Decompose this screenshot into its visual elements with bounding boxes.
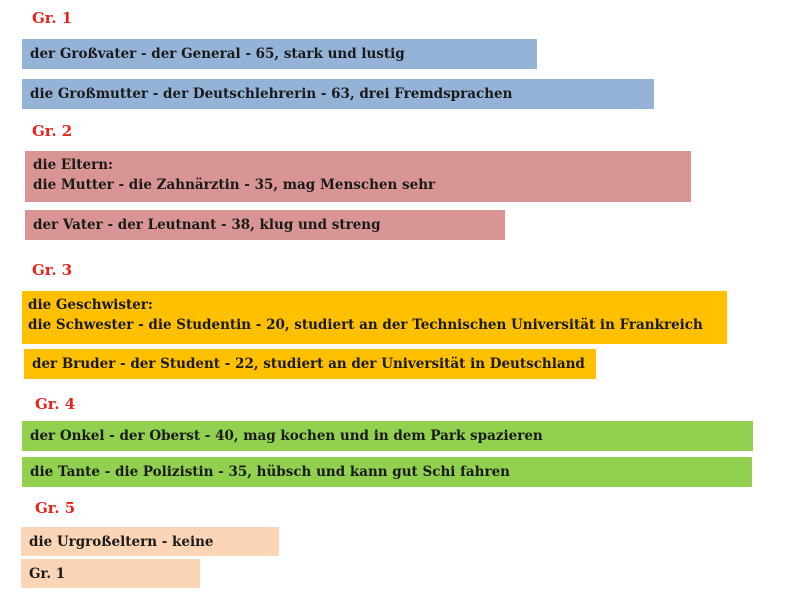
group-3-row-siblings xyxy=(22,291,727,344)
group-3-row-sister: die Schwester - die Studentin - 20, studiert an der Technischen Universität in Frankreich xyxy=(28,317,703,333)
group-1-label: Gr. 1 xyxy=(32,9,73,27)
group-4-row-uncle: der Onkel - der Oberst - 40, mag kochen und in dem Park spazieren xyxy=(22,421,753,451)
group-3-row-brother: der Bruder - der Student - 22, studiert an der Universität in Deutschland xyxy=(24,349,596,379)
group-2-label: Gr. 2 xyxy=(32,122,73,140)
group-1-row-grandmother: die Großmutter - der Deutschlehrerin - 63, drei Fremdsprachen xyxy=(22,79,654,109)
group-2-row-parents-heading: die Eltern: xyxy=(33,157,114,173)
group-3-label: Gr. 3 xyxy=(32,261,73,279)
group-4-label: Gr. 4 xyxy=(35,395,76,413)
group-4-row-aunt: die Tante - die Polizistin - 35, hübsch und kann gut Schi fahren xyxy=(22,457,752,487)
group-2-row-mother: die Mutter - die Zahnärztin - 35, mag Menschen sehr xyxy=(33,177,436,193)
group-5-row-great-grandparents: die Urgroßeltern - keine xyxy=(21,527,279,556)
group-5-row-gr1-reference: Gr. 1 xyxy=(21,559,200,588)
group-2-row-parents xyxy=(25,151,691,202)
group-3-row-siblings-heading: die Geschwister: xyxy=(28,297,153,313)
group-2-row-father: der Vater - der Leutnant - 38, klug und streng xyxy=(25,210,505,240)
group-1-row-grandfather: der Großvater - der General - 65, stark und lustig xyxy=(22,39,537,69)
group-5-label: Gr. 5 xyxy=(35,499,76,517)
